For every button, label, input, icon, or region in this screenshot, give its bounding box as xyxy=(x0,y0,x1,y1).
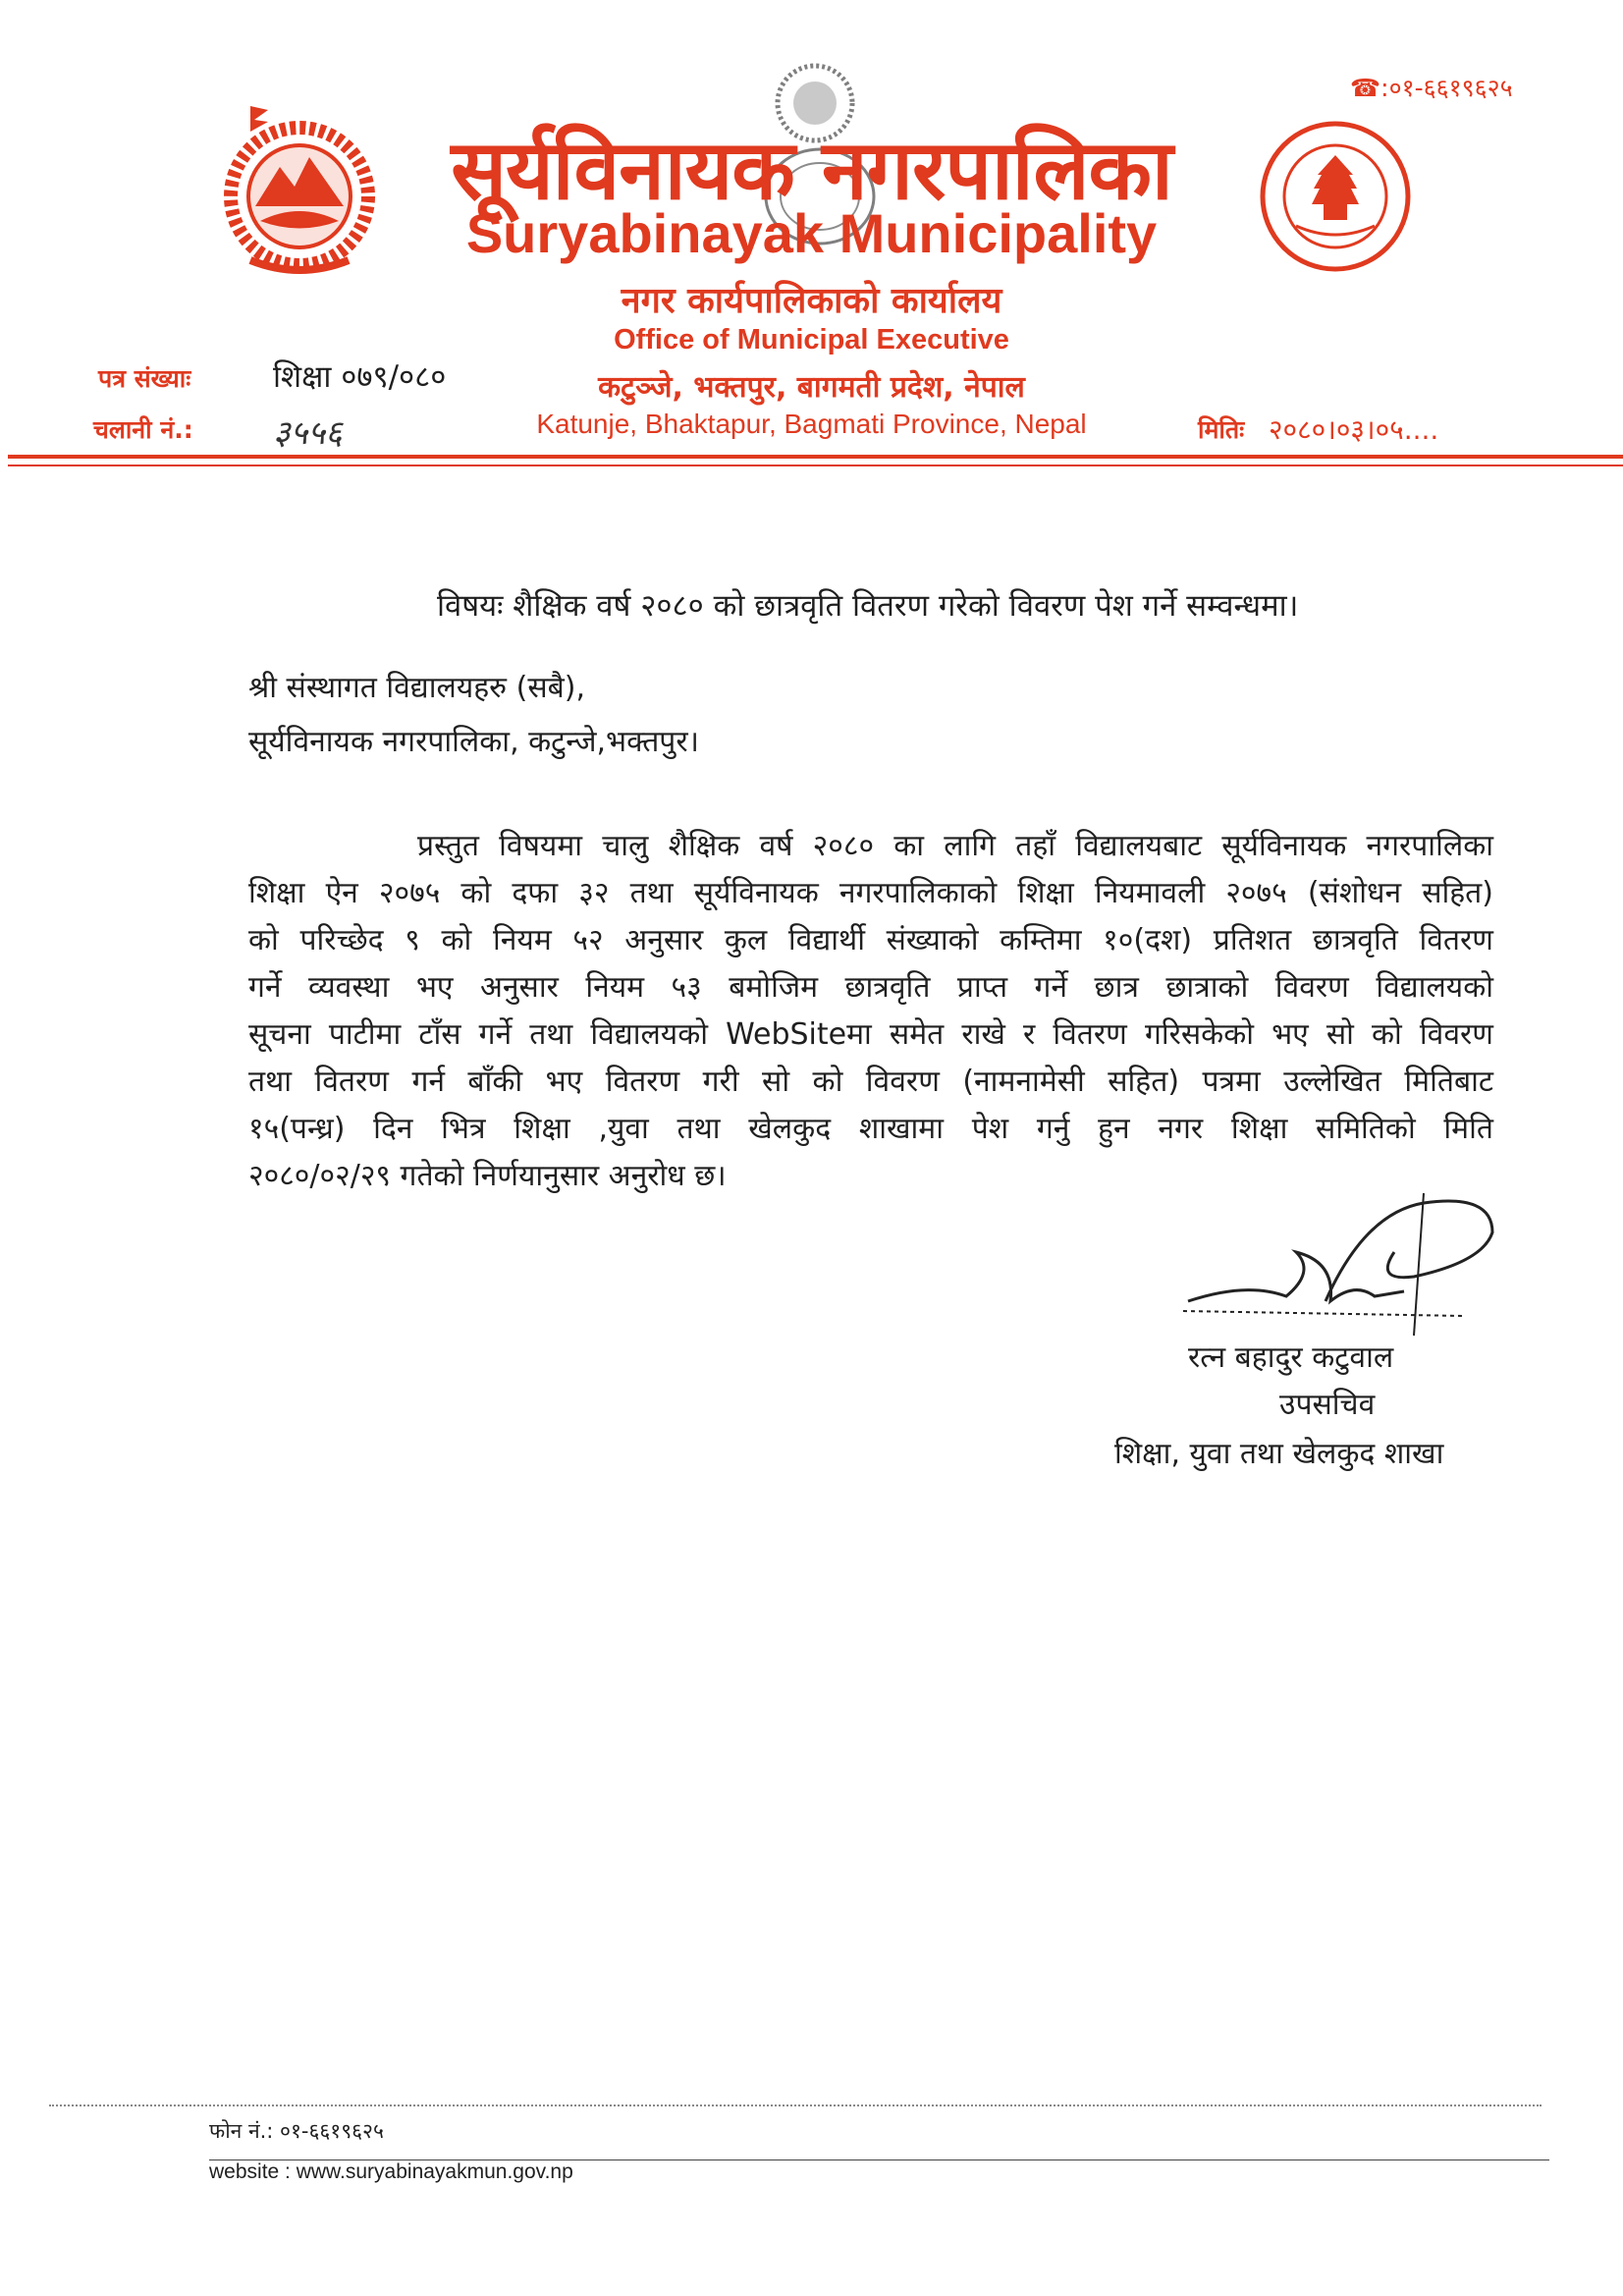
body-line: सूचना पाटीमा टाँस गर्ने तथा विद्यालयको WebSiteमा समेत राखे र वितरण गरिसकेको भए सो को विवरण xyxy=(248,1017,1493,1052)
dispatch-number-value: ३५५६ xyxy=(273,413,343,453)
signatory-name: रत्न बहादुर कटुवाल xyxy=(1188,1340,1394,1375)
signatory-title: उपसचिव xyxy=(1279,1388,1376,1422)
recipient-line-1: श्री संस्थागत विद्यालयहरु (सबै), xyxy=(248,671,585,705)
body-line: प्रस्तुत विषयमा चालु शैक्षिक वर्ष २०८० का लागि तहाँ विद्यालयबाट सूर्यविनायक नगरपालिका xyxy=(417,829,1493,863)
body-line: को परिच्छेद ९ को नियम ५२ अनुसार कुल विद्यार्थी संख्याको कम्तिमा १०(दश) प्रतिशत छात्रवृति वितरण xyxy=(248,923,1493,957)
letter-subject: विषयः शैक्षिक वर्ष २०८० को छात्रवृति वितरण गरेको विवरण पेश गर्ने सम्वन्धमा। xyxy=(437,588,1299,624)
recipient-line-2: सूर्यविनायक नगरपालिका, कटुन्जे,भक्तपुर। xyxy=(248,725,699,759)
letter-number-label: पत्र संख्याः xyxy=(98,364,191,393)
footer-divider xyxy=(49,2105,1542,2106)
header-phone: ☎:०१-६६१९६२५ xyxy=(1350,74,1513,102)
address-nepali: कटुञ्जे, भक्तपुर, बागमती प्रदेश, नेपाल xyxy=(598,370,1025,405)
header-divider xyxy=(8,455,1623,459)
address-english: Katunje, Bhaktapur, Bagmati Province, Nepal xyxy=(536,409,1087,439)
body-line: गर्ने व्यवस्था भए अनुसार नियम ५३ बमोजिम छात्रवृति प्राप्त गर्ने छात्र छात्राको विवरण विद्यालयको xyxy=(248,970,1493,1005)
office-name-nepali: नगर कार्यपालिकाको कार्यालय xyxy=(621,281,1002,321)
body-line: तथा वितरण गर्न बाँकी भए वितरण गरी सो को विवरण (नामनामेसी सहित) पत्रमा उल्लेखित मितिबाट xyxy=(248,1065,1493,1099)
letter-body-paragraph xyxy=(248,823,1493,1200)
signatory-department: शिक्षा, युवा तथा खेलकुद शाखा xyxy=(1114,1437,1444,1471)
footer-website: website : www.suryabinayakmun.gov.np xyxy=(209,2160,573,2183)
body-line: शिक्षा ऐन २०७५ को दफा ३२ तथा सूर्यविनायक नगरपालिकाको शिक्षा नियमावली २०७५ (संशोधन सहित) xyxy=(248,876,1493,910)
header-divider-thin xyxy=(8,465,1623,466)
body-line: १५(पन्ध्र) दिन भित्र शिक्षा ,युवा तथा खेलकुद शाखामा पेश गर्नु हुन नगर शिक्षा समितिको मिति xyxy=(248,1112,1493,1146)
dispatch-number-label: चलानी नं.: xyxy=(93,415,193,444)
office-name-english: Office of Municipal Executive xyxy=(614,324,1009,355)
date-label: मितिः xyxy=(1198,415,1245,444)
date-value: २०८०।०३।०५.... xyxy=(1269,413,1439,446)
footer-phone: फोन नं.: ०१-६६१९६२५ xyxy=(209,2119,384,2143)
letter-number-value: शिक्षा ०७९/०८० xyxy=(273,359,447,395)
body-line: २०८०/०२/२९ गतेको निर्णयानुसार अनुरोध छ। xyxy=(248,1159,727,1193)
municipality-title-english: Suryabinayak Municipality xyxy=(465,202,1158,264)
municipality-title-nepali: सूर्यविनायक नगरपालिका xyxy=(451,122,1172,218)
